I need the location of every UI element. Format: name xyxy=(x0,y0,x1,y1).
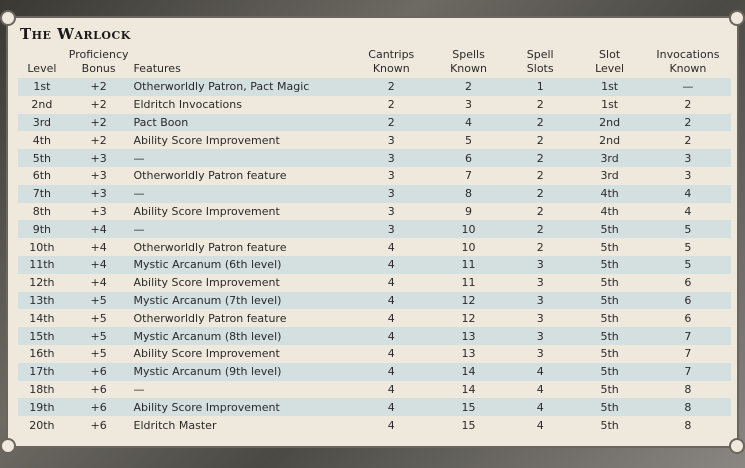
cell-level: 17th xyxy=(18,363,66,381)
cell-cantrips: 4 xyxy=(352,238,432,256)
cell-spells-known: 14 xyxy=(431,363,506,381)
cell-invocations: 8 xyxy=(645,381,731,399)
cell-spells-known: 11 xyxy=(431,256,506,274)
cell-spell-slots: 4 xyxy=(506,363,574,381)
cell-features: — xyxy=(132,185,352,203)
cell-cantrips: 2 xyxy=(352,96,432,114)
table-row xyxy=(18,149,731,167)
cell-invocations: 6 xyxy=(645,309,731,327)
header-level: Level xyxy=(27,62,57,75)
cell-invocations: 5 xyxy=(645,220,731,238)
cell-cantrips: 4 xyxy=(352,327,432,345)
cell-proficiency: +2 xyxy=(66,78,132,96)
header-spells-known: Spells Known xyxy=(450,48,487,75)
header-slot-level: Slot Level xyxy=(595,48,625,75)
cell-invocations: — xyxy=(645,78,731,96)
cell-slot-level: 4th xyxy=(574,185,644,203)
cell-level: 15th xyxy=(18,327,66,345)
cell-spell-slots: 4 xyxy=(506,381,574,399)
table-row xyxy=(18,114,731,132)
cell-cantrips: 4 xyxy=(352,309,432,327)
cell-level: 3rd xyxy=(18,114,66,132)
cell-spell-slots: 2 xyxy=(506,167,574,185)
cell-level: 8th xyxy=(18,203,66,221)
cell-slot-level: 5th xyxy=(574,416,644,434)
cell-proficiency: +4 xyxy=(66,274,132,292)
cell-spell-slots: 2 xyxy=(506,185,574,203)
cell-spells-known: 10 xyxy=(431,220,506,238)
table-title: The Warlock xyxy=(20,25,131,43)
cell-level: 2nd xyxy=(18,96,66,114)
cell-slot-level: 5th xyxy=(574,398,644,416)
cell-invocations: 4 xyxy=(645,203,731,221)
cell-spells-known: 6 xyxy=(431,149,506,167)
cell-spells-known: 10 xyxy=(431,238,506,256)
cell-slot-level: 5th xyxy=(574,256,644,274)
header-invocations: Invocations Known xyxy=(656,48,720,75)
cell-cantrips: 4 xyxy=(352,274,432,292)
cell-invocations: 6 xyxy=(645,274,731,292)
cell-invocations: 5 xyxy=(645,256,731,274)
cell-invocations: 3 xyxy=(645,149,731,167)
cell-level: 19th xyxy=(18,398,66,416)
cell-spell-slots: 2 xyxy=(506,203,574,221)
cell-level: 18th xyxy=(18,381,66,399)
cell-slot-level: 1st xyxy=(574,78,644,96)
cell-spells-known: 3 xyxy=(431,96,506,114)
cell-slot-level: 5th xyxy=(574,381,644,399)
cell-spells-known: 5 xyxy=(431,131,506,149)
cell-invocations: 7 xyxy=(645,345,731,363)
cell-proficiency: +5 xyxy=(66,327,132,345)
cell-proficiency: +5 xyxy=(66,309,132,327)
frame-ornament xyxy=(0,10,16,26)
cell-spell-slots: 3 xyxy=(506,274,574,292)
cell-proficiency: +3 xyxy=(66,185,132,203)
cell-cantrips: 3 xyxy=(352,203,432,221)
header-cantrips: Cantrips Known xyxy=(368,48,415,75)
cell-features: Eldritch Invocations xyxy=(132,96,352,114)
cell-features: Mystic Arcanum (8th level) xyxy=(132,327,352,345)
cell-cantrips: 4 xyxy=(352,416,432,434)
cell-features: — xyxy=(132,220,352,238)
cell-invocations: 8 xyxy=(645,416,731,434)
table-row xyxy=(18,309,731,327)
cell-spells-known: 15 xyxy=(431,416,506,434)
table-row xyxy=(18,78,731,96)
cell-spell-slots: 4 xyxy=(506,398,574,416)
cell-cantrips: 4 xyxy=(352,363,432,381)
cell-invocations: 3 xyxy=(645,167,731,185)
cell-features: Mystic Arcanum (9th level) xyxy=(132,363,352,381)
cell-level: 14th xyxy=(18,309,66,327)
cell-slot-level: 5th xyxy=(574,345,644,363)
cell-invocations: 6 xyxy=(645,292,731,310)
table-row xyxy=(18,416,731,434)
frame-ornament xyxy=(0,438,16,454)
table-row xyxy=(18,185,731,203)
header-row xyxy=(18,48,731,78)
cell-features: Otherworldly Patron feature xyxy=(132,238,352,256)
cell-features: Mystic Arcanum (7th level) xyxy=(132,292,352,310)
cell-spells-known: 14 xyxy=(431,381,506,399)
cell-level: 9th xyxy=(18,220,66,238)
cell-slot-level: 4th xyxy=(574,203,644,221)
cell-level: 6th xyxy=(18,167,66,185)
cell-invocations: 7 xyxy=(645,363,731,381)
cell-spells-known: 7 xyxy=(431,167,506,185)
table-row xyxy=(18,363,731,381)
header-features: Features xyxy=(133,62,181,75)
cell-slot-level: 5th xyxy=(574,274,644,292)
table-row xyxy=(18,292,731,310)
table-row xyxy=(18,398,731,416)
cell-spell-slots: 3 xyxy=(506,327,574,345)
cell-proficiency: +5 xyxy=(66,292,132,310)
table-row xyxy=(18,238,731,256)
cell-spell-slots: 3 xyxy=(506,256,574,274)
cell-invocations: 7 xyxy=(645,327,731,345)
cell-invocations: 4 xyxy=(645,185,731,203)
cell-slot-level: 2nd xyxy=(574,131,644,149)
table-row xyxy=(18,327,731,345)
cell-level: 20th xyxy=(18,416,66,434)
cell-cantrips: 3 xyxy=(352,185,432,203)
cell-level: 13th xyxy=(18,292,66,310)
cell-slot-level: 5th xyxy=(574,292,644,310)
cell-level: 1st xyxy=(18,78,66,96)
cell-proficiency: +2 xyxy=(66,131,132,149)
cell-level: 11th xyxy=(18,256,66,274)
cell-slot-level: 2nd xyxy=(574,114,644,132)
table-row xyxy=(18,131,731,149)
cell-slot-level: 5th xyxy=(574,238,644,256)
cell-features: Otherworldly Patron feature xyxy=(132,167,352,185)
cell-features: Ability Score Improvement xyxy=(132,203,352,221)
cell-cantrips: 3 xyxy=(352,167,432,185)
cell-level: 7th xyxy=(18,185,66,203)
cell-spells-known: 13 xyxy=(431,345,506,363)
table-row xyxy=(18,381,731,399)
cell-features: Eldritch Master xyxy=(132,416,352,434)
cell-slot-level: 3rd xyxy=(574,149,644,167)
cell-features: Pact Boon xyxy=(132,114,352,132)
cell-level: 16th xyxy=(18,345,66,363)
cell-cantrips: 3 xyxy=(352,220,432,238)
cell-proficiency: +3 xyxy=(66,167,132,185)
table-row xyxy=(18,274,731,292)
cell-features: Ability Score Improvement xyxy=(132,131,352,149)
table-row xyxy=(18,96,731,114)
cell-cantrips: 2 xyxy=(352,114,432,132)
cell-level: 10th xyxy=(18,238,66,256)
cell-proficiency: +4 xyxy=(66,238,132,256)
cell-slot-level: 1st xyxy=(574,96,644,114)
cell-spell-slots: 2 xyxy=(506,238,574,256)
frame-ornament xyxy=(729,438,745,454)
cell-spell-slots: 2 xyxy=(506,96,574,114)
cell-slot-level: 3rd xyxy=(574,167,644,185)
cell-spell-slots: 3 xyxy=(506,309,574,327)
cell-features: Mystic Arcanum (6th level) xyxy=(132,256,352,274)
cell-cantrips: 3 xyxy=(352,131,432,149)
cell-spell-slots: 2 xyxy=(506,220,574,238)
cell-features: Ability Score Improvement xyxy=(132,274,352,292)
cell-proficiency: +6 xyxy=(66,363,132,381)
table-row xyxy=(18,345,731,363)
cell-spell-slots: 2 xyxy=(506,131,574,149)
cell-proficiency: +6 xyxy=(66,398,132,416)
cell-features: Ability Score Improvement xyxy=(132,345,352,363)
cell-invocations: 2 xyxy=(645,114,731,132)
cell-spell-slots: 2 xyxy=(506,114,574,132)
cell-level: 4th xyxy=(18,131,66,149)
cell-spells-known: 11 xyxy=(431,274,506,292)
cell-spell-slots: 3 xyxy=(506,292,574,310)
cell-spells-known: 13 xyxy=(431,327,506,345)
cell-proficiency: +4 xyxy=(66,256,132,274)
cell-spells-known: 12 xyxy=(431,292,506,310)
table-row xyxy=(18,203,731,221)
cell-spell-slots: 3 xyxy=(506,345,574,363)
cell-invocations: 8 xyxy=(645,398,731,416)
cell-proficiency: +6 xyxy=(66,381,132,399)
cell-invocations: 2 xyxy=(645,131,731,149)
cell-features: Otherworldly Patron, Pact Magic xyxy=(132,78,352,96)
cell-proficiency: +3 xyxy=(66,203,132,221)
cell-cantrips: 4 xyxy=(352,345,432,363)
warlock-progression-table xyxy=(18,48,731,434)
cell-slot-level: 5th xyxy=(574,309,644,327)
cell-spell-slots: 4 xyxy=(506,416,574,434)
cell-proficiency: +2 xyxy=(66,114,132,132)
cell-features: — xyxy=(132,381,352,399)
cell-invocations: 5 xyxy=(645,238,731,256)
cell-slot-level: 5th xyxy=(574,327,644,345)
cell-proficiency: +6 xyxy=(66,416,132,434)
cell-features: — xyxy=(132,149,352,167)
cell-spells-known: 12 xyxy=(431,309,506,327)
cell-cantrips: 4 xyxy=(352,256,432,274)
cell-slot-level: 5th xyxy=(574,220,644,238)
cell-spells-known: 4 xyxy=(431,114,506,132)
header-spell-slots: Spell Slots xyxy=(526,48,554,75)
cell-level: 12th xyxy=(18,274,66,292)
cell-spell-slots: 1 xyxy=(506,78,574,96)
cell-cantrips: 2 xyxy=(352,78,432,96)
cell-spells-known: 15 xyxy=(431,398,506,416)
cell-proficiency: +2 xyxy=(66,96,132,114)
cell-spells-known: 9 xyxy=(431,203,506,221)
cell-slot-level: 5th xyxy=(574,363,644,381)
cell-spells-known: 2 xyxy=(431,78,506,96)
cell-invocations: 2 xyxy=(645,96,731,114)
cell-spell-slots: 2 xyxy=(506,149,574,167)
warlock-table-frame xyxy=(6,16,739,448)
header-proficiency: Proficiency Bonus xyxy=(68,48,129,75)
cell-cantrips: 4 xyxy=(352,398,432,416)
cell-spells-known: 8 xyxy=(431,185,506,203)
cell-cantrips: 4 xyxy=(352,381,432,399)
cell-level: 5th xyxy=(18,149,66,167)
table-row xyxy=(18,256,731,274)
cell-cantrips: 3 xyxy=(352,149,432,167)
cell-proficiency: +4 xyxy=(66,220,132,238)
cell-features: Ability Score Improvement xyxy=(132,398,352,416)
table-row xyxy=(18,220,731,238)
cell-cantrips: 4 xyxy=(352,292,432,310)
cell-features: Otherworldly Patron feature xyxy=(132,309,352,327)
cell-proficiency: +3 xyxy=(66,149,132,167)
cell-proficiency: +5 xyxy=(66,345,132,363)
table-row xyxy=(18,167,731,185)
frame-ornament xyxy=(729,10,745,26)
